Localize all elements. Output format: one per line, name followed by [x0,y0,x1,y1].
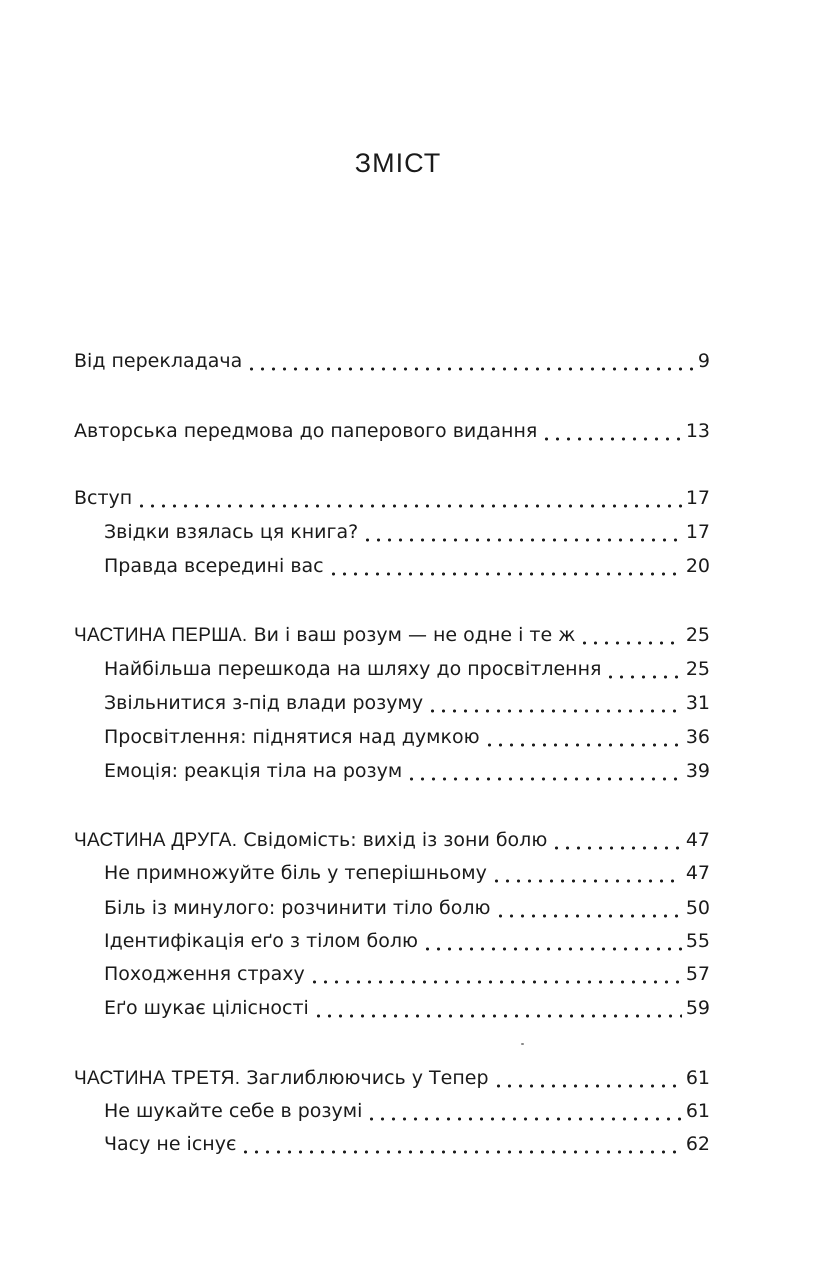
toc-entry-label: Авторська передмова до паперового видання [74,420,538,442]
dot-leader [309,960,682,988]
toc-entry[interactable] [104,994,710,1022]
toc-entry-label: Емоція: реакція тіла на розум [104,760,403,782]
toc-entry-page: 55 [685,930,710,952]
toc-part-entry[interactable] [74,621,710,649]
toc-part-entry[interactable] [74,826,710,854]
dot-leader [136,484,682,512]
toc-entry[interactable] [104,1097,710,1125]
toc-entry-page: 36 [685,726,710,748]
toc-entry[interactable] [104,894,710,922]
toc-entry-page: 9 [697,350,710,372]
toc-entry-page: 57 [685,963,710,985]
toc-entry[interactable] [104,757,710,785]
toc-entry-label: Найбільша перешкода на шляху до просвітлення [104,658,602,680]
toc-entry-page: 61 [685,1100,710,1122]
toc-entry[interactable] [74,484,710,512]
toc-entry-label: Правда всередині вас [104,555,324,577]
toc-entry[interactable] [104,689,710,717]
toc-entry-page: 13 [685,420,710,442]
toc-entry-page: 47 [685,862,710,884]
dot-leader [427,689,682,717]
dot-leader [491,859,682,887]
dot-leader [579,621,682,649]
part-title: Заглиблюючись у Тепер [246,1067,489,1089]
toc-entry-label: Вступ [74,487,133,509]
toc-entry-label: Звідки взялась ця книга? [104,521,359,543]
toc-entry-page: 61 [685,1067,710,1089]
part-title: Свідомість: вихід із зони болю [243,829,548,851]
dot-leader [495,894,682,922]
dot-leader [240,1130,681,1158]
dot-leader [605,655,681,683]
print-speck [521,1043,524,1045]
toc-entry-page: 17 [685,521,710,543]
dot-leader [328,552,682,580]
toc-entry-page: 25 [685,658,710,680]
toc-entry-label: Не примножуйте біль у теперішньому [104,862,487,884]
toc-entry-page: 25 [685,624,710,646]
dot-leader [313,994,682,1022]
dot-leader [366,1097,681,1125]
dot-leader [246,347,694,375]
toc-entry[interactable] [74,347,710,375]
toc-entry-label: Просвітлення: піднятися над думкою [104,726,480,748]
dot-leader [422,927,682,955]
page-title: ЗМІСТ [354,148,442,178]
dot-leader [493,1064,682,1092]
toc-entry-label: Не шукайте себе в розумі [104,1100,363,1122]
toc-entry-page: 20 [685,555,710,577]
part-label: ЧАСТИНА ПЕРША. [74,625,248,646]
toc-entry[interactable] [104,723,710,751]
toc-entry-page: 31 [685,692,710,714]
toc-entry-label [74,621,575,650]
toc-entry[interactable] [104,859,710,887]
toc-entry-label: Від перекладача [74,350,243,372]
toc-entry-page: 17 [685,487,710,509]
toc-part-entry[interactable] [74,1064,710,1092]
toc-entry-page: 39 [685,760,710,782]
toc-entry-label: Походження страху [104,963,305,985]
dot-leader [484,723,682,751]
toc-entry-page: 47 [685,829,710,851]
dot-leader [551,826,681,854]
dot-leader [541,417,681,445]
toc-entry-page: 62 [685,1133,710,1155]
part-label: ЧАСТИНА ТРЕТЯ. [74,1068,241,1089]
part-title: Ви і ваш розум — не одне і те ж [253,624,576,646]
toc-entry[interactable] [104,927,710,955]
toc-entry[interactable] [104,518,710,546]
toc-entry[interactable] [104,655,710,683]
toc-entry[interactable] [104,1130,710,1158]
toc-entry-label [74,826,547,855]
toc-entry-page: 50 [685,897,710,919]
dot-leader [406,757,682,785]
toc-entry-label: Часу не існує [104,1133,237,1155]
toc-entry-label [74,1064,489,1093]
toc-entry-label: Еґо шукає цілісності [104,997,309,1019]
toc-entry-label: Біль із минулого: розчинити тіло болю [104,897,491,919]
toc-entry[interactable] [74,417,710,445]
toc-entry-label: Звільнитися з-під влади розуму [104,692,424,714]
toc-entry-page: 59 [685,997,710,1019]
dot-leader [362,518,682,546]
part-label: ЧАСТИНА ДРУГА. [74,830,238,851]
toc-entry[interactable] [104,552,710,580]
toc-entry-label: Ідентифікація еґо з тілом болю [104,930,419,952]
toc-entry[interactable] [104,960,710,988]
